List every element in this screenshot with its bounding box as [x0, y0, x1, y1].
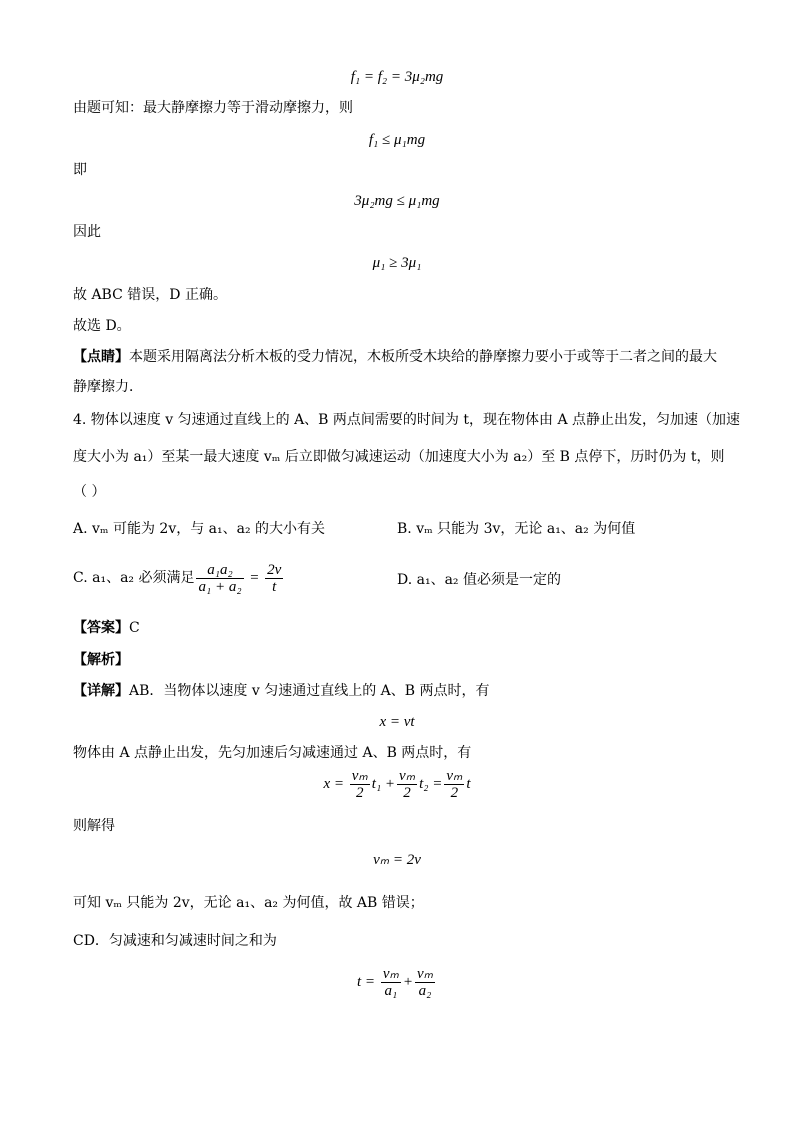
- eq-term: t: [466, 775, 471, 792]
- analysis-tag: 【解析】: [73, 652, 129, 668]
- equation-displacement: [0, 768, 794, 801]
- answer-line: [73, 618, 140, 638]
- text-line: 因此: [73, 224, 101, 240]
- fraction-numerator: vₘ: [399, 768, 416, 784]
- option-c-fraction: [196, 562, 243, 595]
- fraction-denominator: a₂: [415, 982, 435, 999]
- text-line: 由题可知：最大静摩擦力等于滑动摩擦力，则: [73, 100, 353, 116]
- detail-line: 则解得: [73, 818, 115, 834]
- equation-friction-inequality: f₁ ≤ μ₁mg: [368, 132, 426, 148]
- option-c-rhs-fraction: [265, 562, 283, 595]
- hint-text-cont: 静摩擦力．: [73, 379, 143, 395]
- question-4-line: 4. 物体以速度 v 匀速通过直线上的 A、B 两点间需要的时间为 t，现在物体由 A 点静止出发，匀加速（加速: [73, 412, 741, 428]
- question-4-line: 度大小为 a₁）至某一最大速度 vₘ 后立即做匀减速运动（加速度大小为 a₂）至 B 点停下，历时仍为 t，则: [73, 449, 725, 465]
- answer-value: C: [129, 620, 140, 636]
- detail-line: [73, 681, 490, 701]
- detail-tag: 【详解】: [73, 683, 129, 699]
- text-line: 即: [73, 162, 87, 178]
- text-line: 故选 D。: [73, 318, 131, 334]
- question-4-bracket: （ ）: [73, 484, 106, 500]
- fraction-vm-over-a2: [415, 966, 435, 999]
- fraction-numerator: vₘ: [382, 966, 399, 982]
- option-c: C. a₁、a₂ 必须满足 $\frac{\text{a₁a₂}}{\text{a₁ + a₂}}$ = $\frac{2v}{t}$: [73, 561, 282, 595]
- equation-x-vt: x = vt: [379, 714, 415, 730]
- equation-mu-inequality: 3μ₂mg ≤ μ₁mg: [354, 193, 440, 209]
- fraction-denominator: 2: [350, 784, 370, 801]
- answer-tag: 【答案】: [73, 620, 129, 636]
- detail-line: CD．匀减速和匀减速时间之和为: [73, 933, 277, 949]
- hint-text: 本题采用隔离法分析木板的受力情况，木板所受木块给的静摩擦力要小于或等于二者之间的最大: [129, 349, 717, 365]
- fraction-numerator: vₘ: [416, 966, 433, 982]
- eq-term: t₁ +: [371, 775, 396, 792]
- fraction-numerator: vₘ: [446, 768, 463, 784]
- fraction-numerator: a₁a₂: [207, 561, 233, 578]
- detail-line: 物体由 A 点静止出发，先匀加速后匀减速通过 A、B 两点时，有: [73, 745, 472, 761]
- eq-term: t₂ =: [419, 775, 443, 792]
- fraction-denominator: a₁: [381, 982, 401, 999]
- option-a: A. vₘ 可能为 2v，与 a₁、a₂ 的大小有关: [73, 521, 326, 537]
- fraction-denominator: 2: [444, 784, 464, 801]
- detail-text: AB．当物体以速度 v 匀速通过直线上的 A、B 两点时，有: [129, 683, 490, 699]
- eq-lhs: x =: [323, 775, 345, 792]
- hint-tag: 【点睛】: [73, 349, 129, 365]
- fraction-vm-over-2: [397, 768, 417, 801]
- fraction-numerator: 2v: [267, 561, 282, 578]
- equation-time-sum: [0, 966, 794, 999]
- option-c-label: C. a₁、a₂ 必须满足: [73, 570, 195, 586]
- option-b: B. vₘ 只能为 3v，无论 a₁、a₂ 为何值: [397, 521, 636, 537]
- equation-friction-equal: f₁ = f₂ = 3μ₂mg: [350, 69, 444, 85]
- text-line: 故 ABC 错误，D 正确。: [73, 287, 227, 303]
- fraction-denominator: t: [265, 578, 283, 595]
- equation-vm-2v: vₘ = 2v: [373, 852, 421, 868]
- fraction-numerator: vₘ: [351, 768, 368, 784]
- option-d: D. a₁、a₂ 值必须是一定的: [397, 572, 561, 588]
- fraction-denominator: 2: [397, 784, 417, 801]
- eq-plus: +: [402, 973, 413, 990]
- fraction-denominator: a₁ + a₂: [198, 578, 242, 595]
- hint-paragraph: [73, 347, 717, 367]
- fraction-vm-over-2: [444, 768, 464, 801]
- eq-lhs: t =: [357, 973, 376, 990]
- detail-line: 可知 vₘ 只能为 2v，无论 a₁、a₂ 为何值，故 AB 错误；: [73, 895, 424, 911]
- fraction-vm-over-2: [350, 768, 370, 801]
- equation-mu-result: μ₁ ≥ 3μ₁: [372, 255, 422, 271]
- fraction-vm-over-a1: [381, 966, 401, 999]
